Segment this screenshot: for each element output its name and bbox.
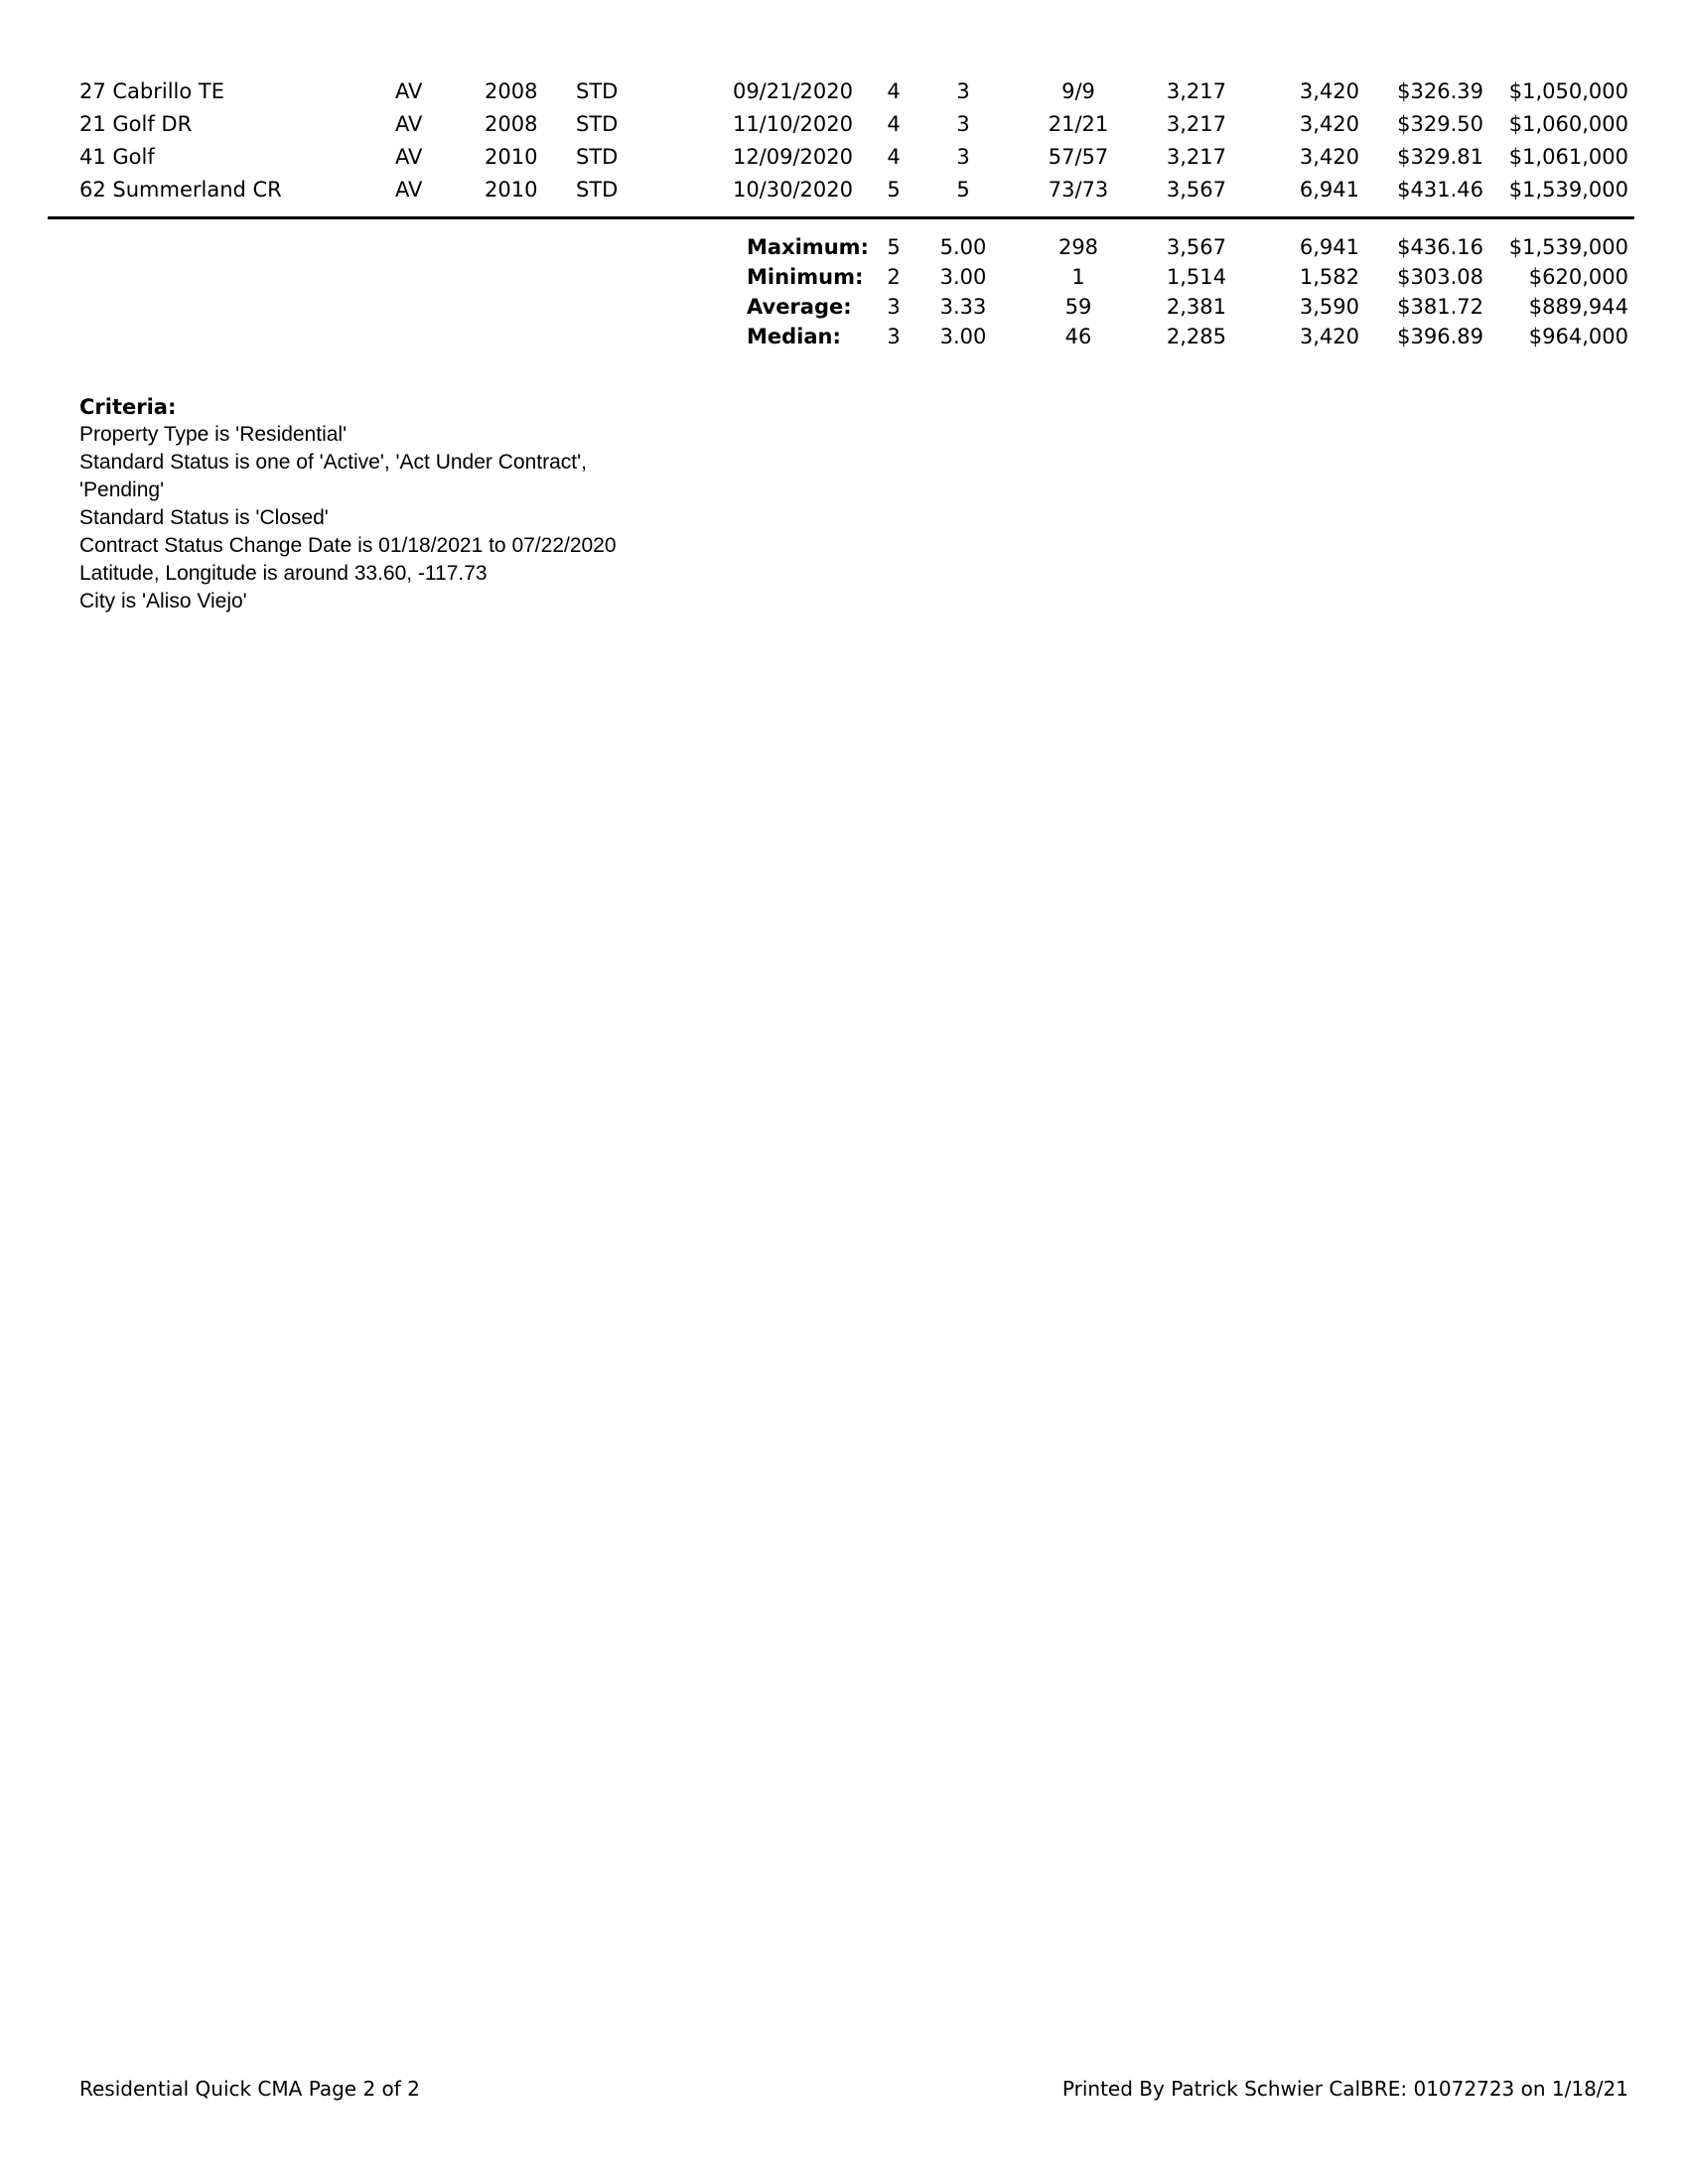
summary-label: Average: [747,295,852,319]
dom-cell: 21/21 [1048,112,1109,136]
baths-cell: 3.00 [939,265,987,289]
dom-cell: 9/9 [1061,79,1095,103]
dom-cell: 298 [1057,235,1099,259]
summary-row-average [0,292,1688,322]
criteria-line: Standard Status is one of 'Active', 'Act Under Contract', [79,451,587,474]
lot-cell: 1,582 [1299,265,1359,289]
table-divider [48,216,1634,219]
price-sqft-cell: $431.46 [1397,178,1483,202]
sqft-cell: 2,285 [1166,325,1226,348]
criteria-title: Criteria: [79,395,177,419]
beds-cell: 2 [887,265,901,289]
dom-cell: 1 [1071,265,1085,289]
footer-printed-by: Printed By Patrick Schwier CalBRE: 01072723 on 1/18/21 [1061,2077,1628,2101]
baths-cell: 3 [956,112,970,136]
price-sqft-cell: $436.16 [1397,235,1483,259]
price-cell: $889,944 [1528,295,1628,319]
dom-cell: 57/57 [1048,145,1109,169]
criteria-section [79,393,617,615]
baths-cell: 3 [956,145,970,169]
sqft-cell: 3,567 [1166,235,1226,259]
sqft-cell: 1,514 [1166,265,1226,289]
criteria-line: Contract Status Change Date is 01/18/2021 to 07/22/2020 [79,534,617,557]
price-sqft-cell: $329.81 [1397,145,1483,169]
type-cell: STD [576,79,619,103]
beds-cell: 3 [887,295,901,319]
summary-row-median [0,322,1688,351]
price-cell: $1,061,000 [1508,145,1628,169]
summary-row-maximum [0,232,1688,262]
price-cell: $1,539,000 [1508,235,1628,259]
price-cell: $1,060,000 [1508,112,1628,136]
price-cell: $620,000 [1528,265,1628,289]
price-sqft-cell: $381.72 [1397,295,1483,319]
baths-cell: 3 [956,79,970,103]
beds-cell: 5 [887,235,901,259]
sqft-cell: 3,217 [1166,145,1226,169]
price-sqft-cell: $326.39 [1397,79,1483,103]
sqft-cell: 3,217 [1166,112,1226,136]
lot-cell: 6,941 [1299,178,1359,202]
dom-cell: 46 [1064,325,1092,348]
lot-cell: 3,420 [1299,112,1359,136]
criteria-line: City is 'Aliso Viejo' [79,590,247,613]
date-cell: 10/30/2020 [732,178,853,202]
criteria-line: 'Pending' [79,478,165,501]
dom-cell: 59 [1064,295,1092,319]
table-row [0,175,1688,205]
price-cell: $1,539,000 [1508,178,1628,202]
lot-cell: 3,420 [1299,145,1359,169]
baths-cell: 3.00 [939,325,987,348]
area-cell: AV [395,112,423,136]
lot-cell: 3,420 [1299,325,1359,348]
summary-row-minimum [0,262,1688,292]
year-cell: 2008 [485,112,538,136]
date-cell: 11/10/2020 [732,112,853,136]
address-cell: 27 Cabrillo TE [79,79,225,103]
price-cell: $1,050,000 [1508,79,1628,103]
date-cell: 12/09/2020 [732,145,853,169]
address-cell: 41 Golf [79,145,155,169]
footer-page-label: Residential Quick CMA Page 2 of 2 [79,2077,420,2101]
price-sqft-cell: $396.89 [1397,325,1483,348]
price-sqft-cell: $303.08 [1397,265,1483,289]
baths-cell: 5.00 [939,235,987,259]
baths-cell: 5 [956,178,970,202]
address-cell: 21 Golf DR [79,112,193,136]
table-row [0,76,1688,106]
summary-label: Maximum: [747,235,869,259]
type-cell: STD [576,145,619,169]
year-cell: 2008 [485,79,538,103]
criteria-line: Latitude, Longitude is around 33.60, -117.73 [79,562,488,585]
lot-cell: 3,420 [1299,79,1359,103]
sqft-cell: 2,381 [1166,295,1226,319]
sqft-cell: 3,567 [1166,178,1226,202]
table-row [0,142,1688,172]
year-cell: 2010 [485,145,538,169]
lot-cell: 3,590 [1299,295,1359,319]
year-cell: 2010 [485,178,538,202]
type-cell: STD [576,178,619,202]
summary-label: Minimum: [747,265,864,289]
type-cell: STD [576,112,619,136]
beds-cell: 4 [887,112,901,136]
beds-cell: 4 [887,145,901,169]
table-row [0,109,1688,139]
criteria-line: Standard Status is 'Closed' [79,506,329,529]
dom-cell: 73/73 [1048,178,1109,202]
date-cell: 09/21/2020 [732,79,853,103]
area-cell: AV [395,145,423,169]
area-cell: AV [395,79,423,103]
beds-cell: 3 [887,325,901,348]
summary-label: Median: [747,325,841,348]
criteria-line: Property Type is 'Residential' [79,423,348,446]
beds-cell: 4 [887,79,901,103]
baths-cell: 3.33 [939,295,987,319]
price-cell: $964,000 [1528,325,1628,348]
sqft-cell: 3,217 [1166,79,1226,103]
address-cell: 62 Summerland CR [79,178,282,202]
lot-cell: 6,941 [1299,235,1359,259]
price-sqft-cell: $329.50 [1397,112,1483,136]
beds-cell: 5 [887,178,901,202]
area-cell: AV [395,178,423,202]
